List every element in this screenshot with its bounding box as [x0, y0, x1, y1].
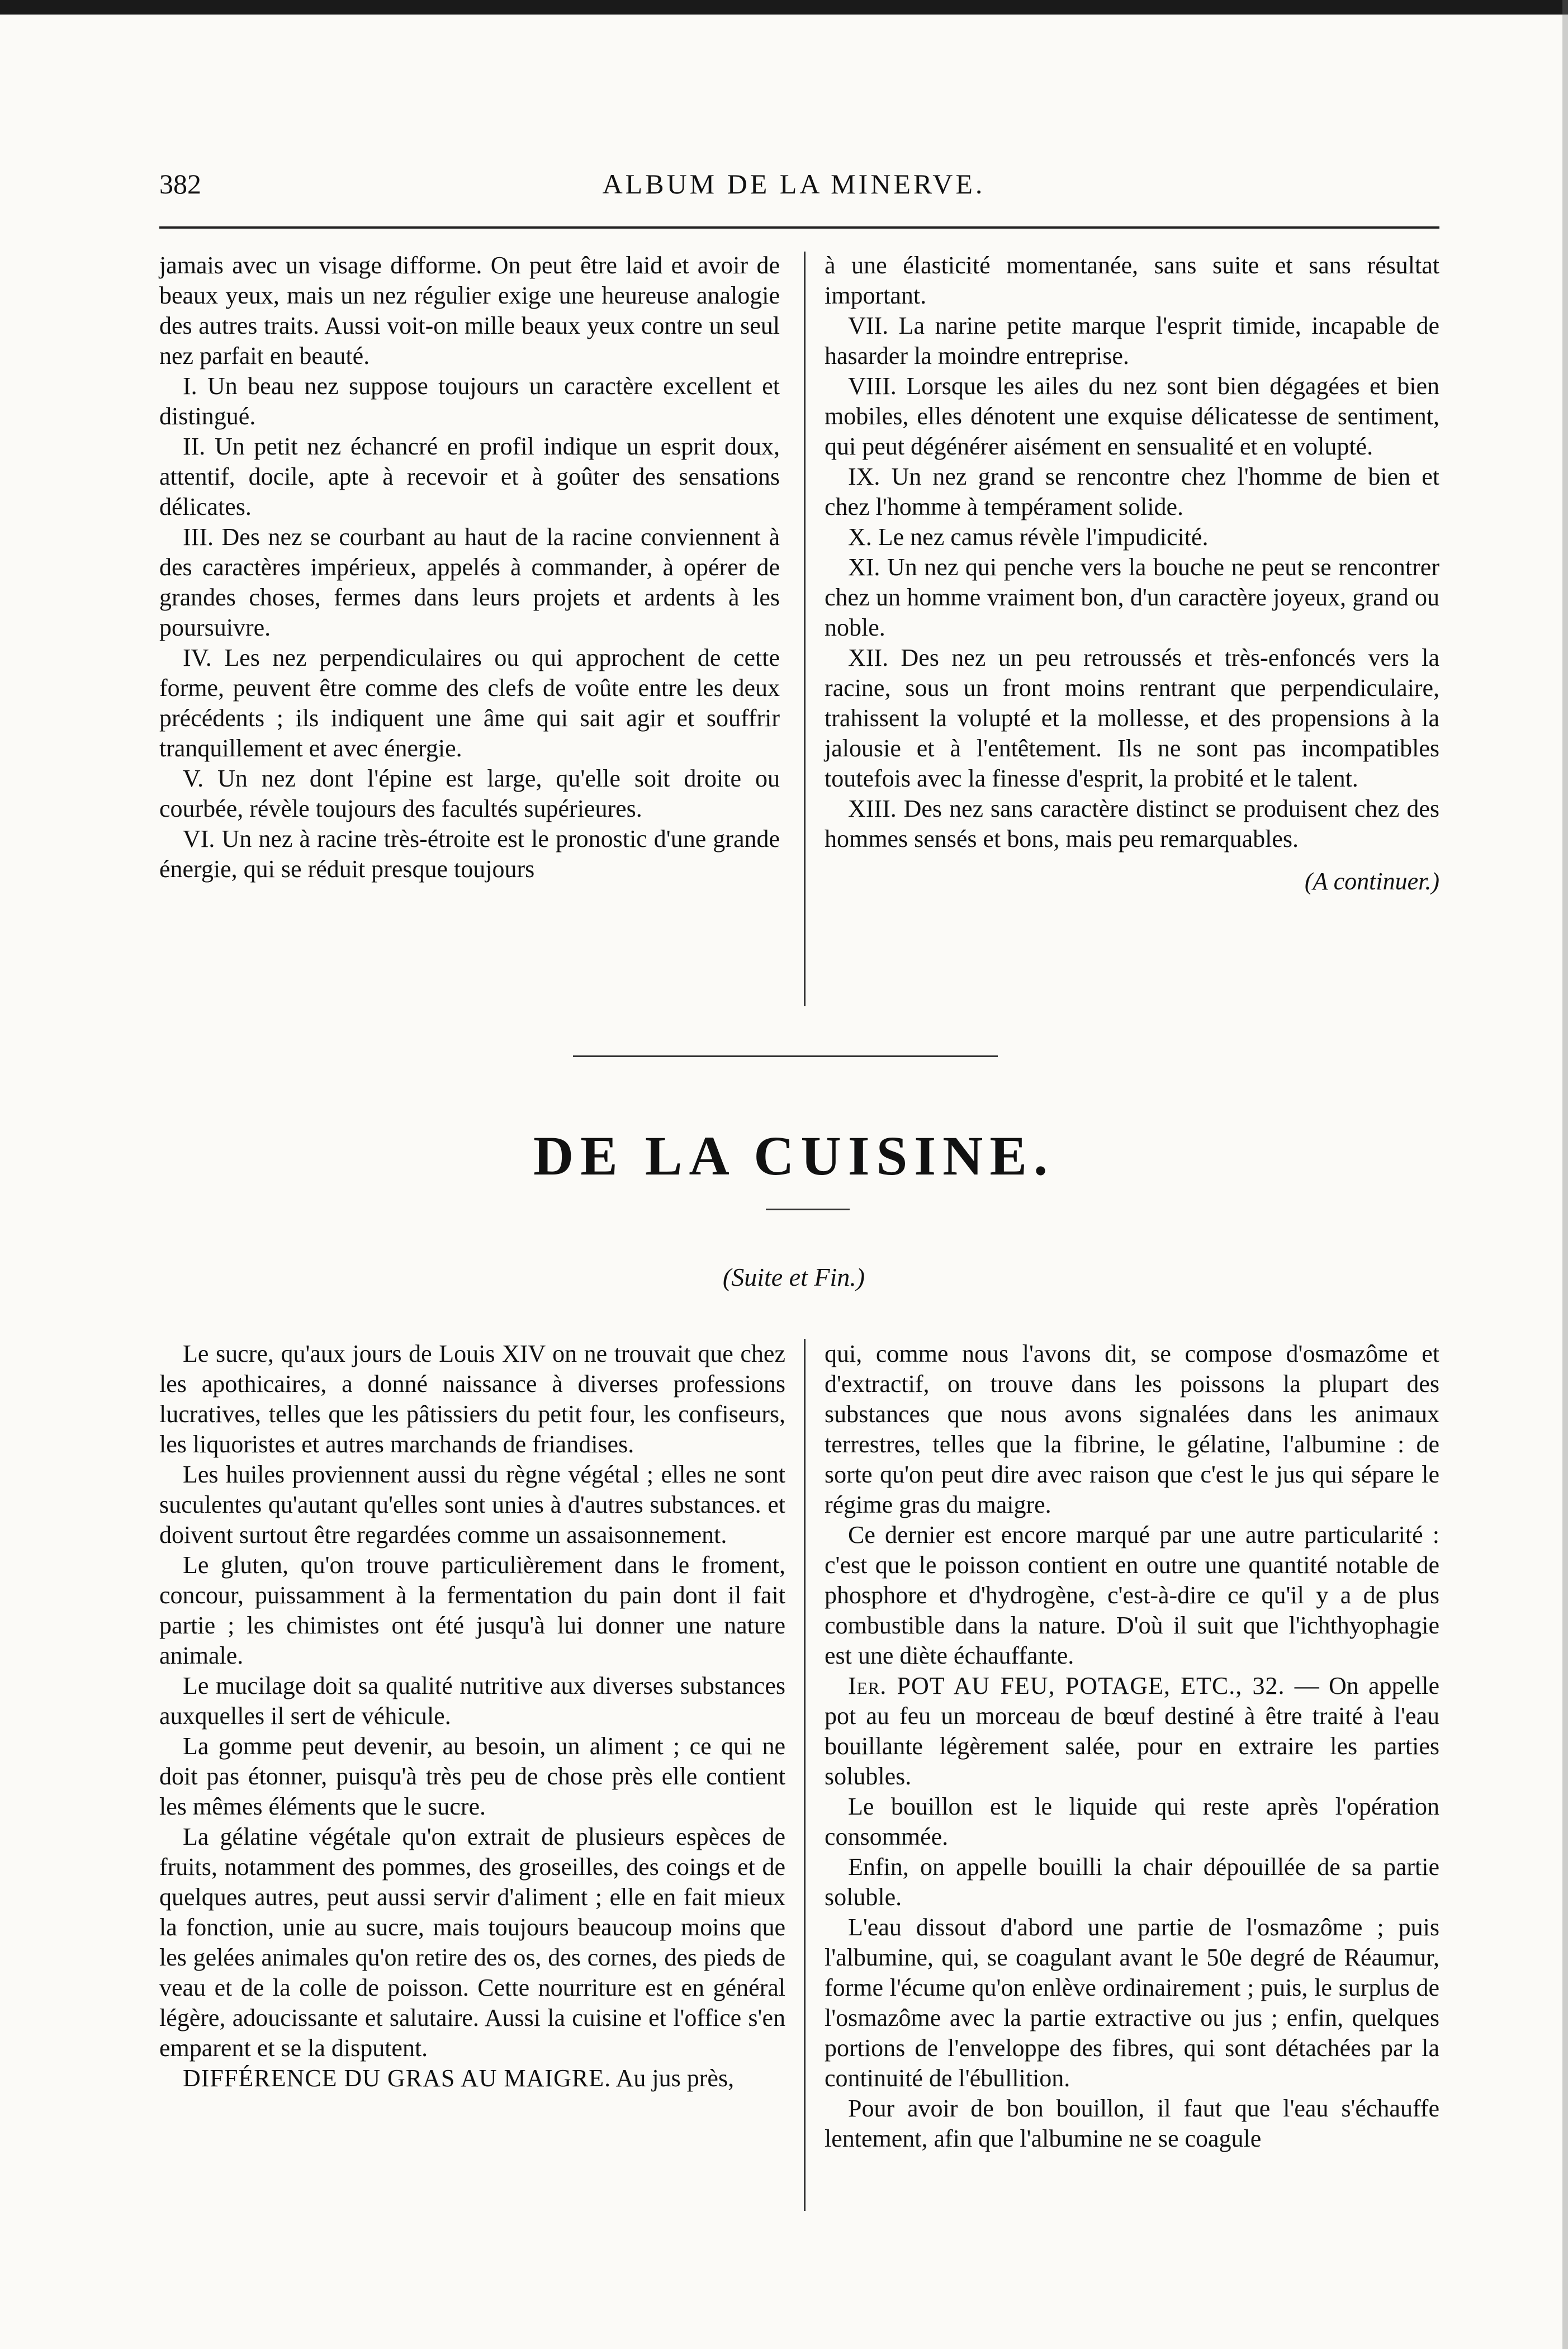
paragraph: I. Un beau nez suppose toujours un caractère excellent et distingué.	[159, 372, 780, 430]
paragraph: IV. Les nez perpendiculaires ou qui approchent de cette forme, peuvent être comme des clefs de voûte entre les deux précédents ; ils indiquent une âme qui sait agir et souffrir tranquillement et avec énergie.	[159, 644, 780, 762]
page-number: 382	[159, 168, 201, 200]
paragraph: L'eau dissout d'abord une partie de l'osmazôme ; puis l'albumine, qui, se coagulant avant le 50e degré de Réaumur, forme l'écume qu'on enlève ordinairement ; puis, le surplus de l'osmazôme avec la partie extractive ou jus ; enfin, quelques portions de l'enveloppe des fibres, qui sont détachées par la continuité de l'ébullition.	[825, 1914, 1439, 2092]
bottom-left-column	[159, 1339, 785, 2094]
paragraph: La gélatine végétale qu'on extrait de plusieurs espèces de fruits, notamment des pommes, des groseilles, des coings et de quelques autres, peut aussi servir d'aliment ; elle en fait mieux la fonction, unie au sucre, mais toujours beaucoup moins que les gelées animales qu'on retire des os, des cornes, des pieds de veau et de la colle de poisson. Cette nourriture est en général légère, adoucissante et salutaire. Aussi la cuisine et l'office s'en emparent et se la disputent.	[159, 1823, 785, 2062]
paragraph	[825, 1671, 1439, 1792]
paragraph: III. Des nez se courbant au haut de la racine conviennent à des caractères impérieux, appelés à commander, à opérer de grandes choses, fermes dans leurs projets et ardents à les poursuivre.	[159, 523, 780, 641]
paragraph-text: — On appelle pot au feu un morceau de bœuf destiné à être traité à l'eau bouillante légèrement salée, pour en extraire les parties solubles.	[825, 1672, 1440, 1790]
paragraph-text: Au jus près,	[615, 2064, 735, 2092]
subsection-label: DIFFÉRENCE DU GRAS AU MAIGRE.	[183, 2064, 612, 2092]
paragraph: XIII. Des nez sans caractère distinct se produisent chez des hommes sensés et bons, mais peu remarquables.	[825, 795, 1439, 853]
title-rule	[766, 1209, 850, 1210]
section-title: DE LA CUISINE.	[533, 1125, 1055, 1187]
section-separator	[573, 1055, 998, 1057]
paragraph: IX. Un nez grand se rencontre chez l'homme de bien et chez l'homme à tempérament solide.	[825, 463, 1439, 520]
top-right-column	[825, 250, 1439, 897]
scan-right-edge	[1562, 0, 1568, 2349]
paragraph: qui, comme nous l'avons dit, se compose d'osmazôme et d'extractif, on trouve dans les poissons la plupart des substances que nous avons signalées dans les animaux terrestres, telles que la fibrine, le gélatine, l'albumine : de sorte qu'on peut dire avec raison que c'est le jus qui sépare le régime gras du maigre.	[825, 1340, 1439, 1518]
column-divider	[804, 252, 806, 1006]
continue-note: (A continuer.)	[1304, 868, 1439, 895]
paragraph: Le gluten, qu'on trouve particulièrement dans le froment, concour, puissamment à la fermentation du pain dont il fait partie ; les chimistes ont été jusqu'à lui donner une nature animale.	[159, 1551, 785, 1669]
scan-top-edge	[0, 0, 1568, 15]
paragraph: Le bouillon est le liquide qui reste après l'opération consommée.	[825, 1793, 1439, 1850]
page-header	[159, 168, 1428, 212]
paragraph: VIII. Lorsque les ailes du nez sont bien dégagées et bien mobiles, elles dénotent une exquise délicatesse de sentiment, qui peut dégénérer aisément en sensualité et en volupté.	[825, 372, 1439, 460]
paragraph: VII. La narine petite marque l'esprit timide, incapable de hasarder la moindre entreprise.	[825, 312, 1439, 370]
paragraph: XI. Un nez qui penche vers la bouche ne peut se rencontrer chez un homme vraiment bon, d'un caractère joyeux, grand ou noble.	[825, 553, 1439, 641]
paragraph: Le mucilage doit sa qualité nutritive aux diverses substances auxquelles il sert de véhicule.	[159, 1672, 785, 1730]
paragraph: jamais avec un visage difforme. On peut être laid et avoir de beaux yeux, mais un nez régulier exige une heureuse analogie des autres traits. Aussi voit-on mille beaux yeux contre un seul nez parfait en beauté.	[159, 252, 780, 370]
paragraph: Ce dernier est encore marqué par une autre particularité : c'est que le poisson contient en outre une quantité notable de phosphore et d'hydrogène, c'est-à-dire ce qu'il y a de plus combustible dans la nature. D'où il suit que l'ichthyophagie est une diète échauffante.	[825, 1521, 1439, 1669]
paragraph: Les huiles proviennent aussi du règne végétal ; elles ne sont suculentes qu'autant qu'elles sont unies à d'autres substances. et doivent surtout être regardées comme un assaisonnement.	[159, 1461, 785, 1548]
paragraph: V. Un nez dont l'épine est large, qu'elle soit droite ou courbée, révèle toujours des facultés supérieures.	[159, 765, 780, 822]
paragraph	[159, 2063, 785, 2094]
section-subtitle: (Suite et Fin.)	[722, 1263, 865, 1291]
paragraph: Pour avoir de bon bouillon, il faut que l'eau s'échauffe lentement, afin que l'albumine ne se coagule	[825, 2095, 1439, 2152]
paragraph: VI. Un nez à racine très-étroite est le pronostic d'une grande énergie, qui se réduit presque toujours	[159, 825, 780, 883]
running-title: ALBUM DE LA MINERVE.	[602, 168, 986, 200]
paragraph: Le sucre, qu'aux jours de Louis XIV on ne trouvait que chez les apothicaires, a donné naissance à diverses professions lucratives, telles que les pâtissiers du petit four, les confiseurs, les liquoristes et autres marchands de friandises.	[159, 1340, 785, 1458]
paragraph: Enfin, on appelle bouilli la chair dépouillée de sa partie soluble.	[825, 1853, 1439, 1911]
paragraph: La gomme peut devenir, au besoin, un aliment ; ce qui ne doit pas étonner, puisqu'à très peu de chose près elle contient les mêmes éléments que le sucre.	[159, 1732, 785, 1820]
paragraph: XII. Des nez un peu retroussés et très-enfoncés vers la racine, sous un front moins rentrant que perpendiculaire, trahissent la volupté et la mollesse, et des propensions à la jalousie et à l'entêtement. Ils ne sont pas incompatibles toutefois avec la finesse d'esprit, la probité et le talent.	[825, 644, 1439, 792]
column-divider	[804, 1339, 806, 2211]
subsection-label: Ier. POT AU FEU, POTAGE, ETC., 32.	[848, 1672, 1285, 1699]
header-rule	[159, 226, 1439, 229]
bottom-right-column	[825, 1339, 1439, 2154]
paragraph: à une élasticité momentanée, sans suite et sans résultat important.	[825, 252, 1439, 309]
paragraph: II. Un petit nez échancré en profil indique un esprit doux, attentif, docile, apte à recevoir et à goûter des sensations délicates.	[159, 433, 780, 520]
top-left-column	[159, 250, 780, 884]
paragraph: X. Le nez camus révèle l'impudicité.	[848, 523, 1209, 551]
